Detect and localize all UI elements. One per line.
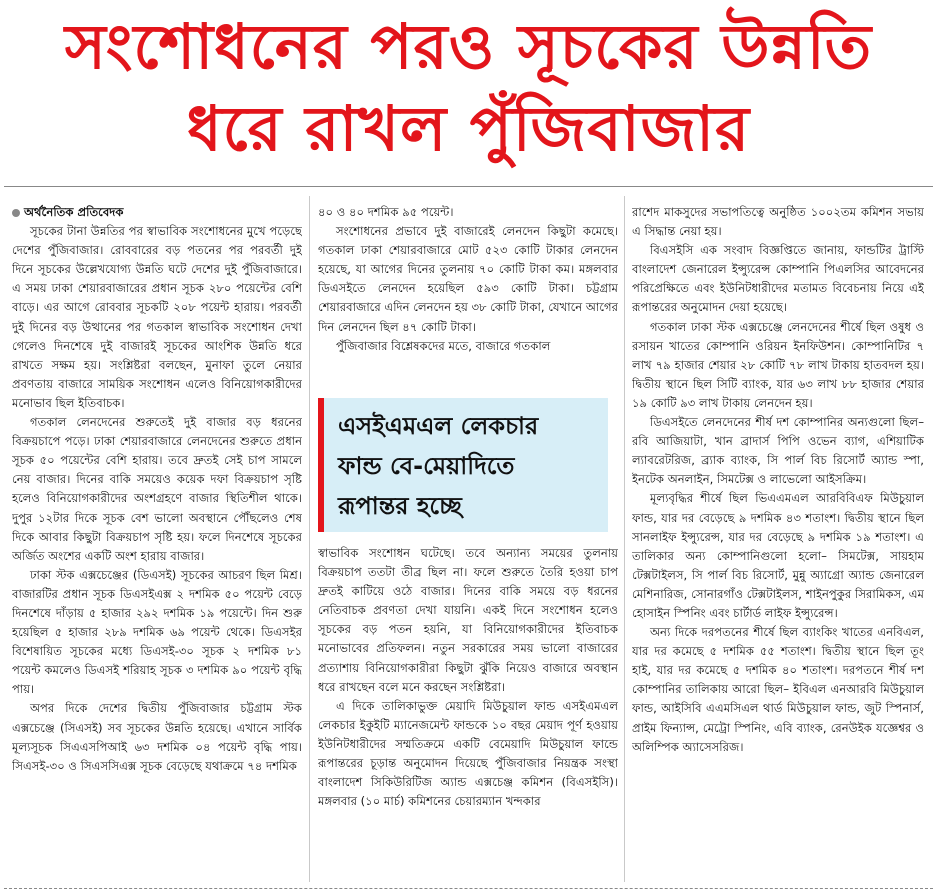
subheadline-line-2: ফান্ড বে-মেয়াদিতে: [338, 452, 515, 480]
headline-line-2: ধরে রাখল পুঁজিবাজার: [186, 92, 751, 165]
paragraph: ৪০ ও ৪০ দশমিক ৯৫ পয়েন্ট।: [318, 205, 454, 219]
paragraph: ডিএসইতে লেনদেনের শীর্ষ দশ কোম্পানির অন্যগুলো ছিল– রবি আজিয়াটা, খান ব্রাদার্স পিপি ওভেন ব্যাগ, এশিয়াটিক ল্যাবরেটরিজ, ব্র্যাক ব্যাংক, সি পার্ল বিচ রিসোর্ট অ্যান্ড স্পা, ইনটেক অনলাইন, সিমটেক্স ও লাভেলো আইসক্রিম।: [632, 415, 924, 487]
subheadline-line-3: রূপান্তর হচ্ছে: [338, 492, 462, 520]
bullet-icon: [12, 209, 20, 217]
paragraph: অপর দিকে দেশের দ্বিতীয় পুঁজিবাজার চট্টগ্রাম স্টক এক্সচেঞ্জে (সিএসই) সব সূচকের উন্নতি হয়েছে। এখানে সার্বিক মূল্যসূচক সিএএসপিআই ৬৩ দশমিক ০৪ পয়েন্ট বৃদ্ধি পায়। সিএসই-৩০ ও সিএসসিএক্স সূচক বেড়েছে যথাক্রমে ৭৪ দশমিক: [12, 701, 302, 773]
paragraph: ঢাকা স্টক এক্সচেঞ্জের (ডিএসই) সূচকের আচরণ ছিল মিশ্র। বাজারটির প্রধান সূচক ডিএসইএক্স ২ দশমিক ৫০ পয়েন্ট বেড়ে দিনশেষে দাঁড়ায় ৫ হাজার ২৯২ দশমিক ১৯ পয়েন্টে। দিন শুরু হয়েছিল ৫ হাজার ২৮৯ দশমিক ৬৯ পয়েন্ট থেকে। ডিএসইর বিশেষায়িত সূচকের মধ্যে ডিএসই-৩০ সূচক ২ দশমিক ৮১ পয়েন্ট কমলেও ডিএসই শরিয়াহ সূচক ৩ দশমিক ৯০ পয়েন্ট বৃদ্ধি পায়।: [12, 567, 302, 697]
paragraph: অন্য দিকে দরপতনের শীর্ষে ছিল ব্যাংকিং খাতের এনবিএল, যার দর কমেছে ৫ দশমিক ৫৫ শতাংশ। দ্বিতীয় স্থানে ছিল তূং হাই, যার দর কমেছে ৫ দশমিক ৪০ শতাংশ। দরপতনে শীর্ষ দশ কোম্পানির তালিকায় আরো ছিল– ইবিএল এনআরবি মিউচুয়াল ফান্ড, আইসিবি এএমসিএল থার্ড মিউচুয়াল ফান্ড, জুট স্পিনার্স, প্রাইম ফিন্যান্স, মেট্রো স্পিনিং, এবি ব্যাংক, রেনউইক যজ্ঞেশ্বর ও অলিম্পিক অ্যাসেসরিজ।: [632, 625, 924, 754]
article-column-3: [632, 203, 924, 883]
article-column-2-top: [318, 203, 618, 385]
article-column-2-bottom: [318, 544, 618, 884]
paragraph: পুঁজিবাজার বিশ্লেষকদের মতে, বাজারে গতকাল: [336, 338, 551, 353]
subheadline-line-1: এসইএমএল লেকচার: [338, 412, 539, 440]
byline: অর্থনৈতিক প্রতিবেদক: [24, 205, 124, 219]
column-divider-1: [309, 196, 310, 882]
paragraph: গতকাল লেনদেনের শুরুতেই দুই বাজার বড় ধরনের বিক্রয়চাপে পড়ে। ঢাকা শেয়ারবাজারে লেনদেনের শুরুতে প্রধান সূচক ৫০ পয়েন্টের বেশি হারায়। তবে দ্রুতই সেই চাপ সামলে নেয় বাজার। দিনের বাকি সময়েও কয়েক দফা বিক্রয়চাপ সৃষ্টি হলেও বিনিয়োগকারীদের অংশগ্রহণে বাজার স্থিতিশীল থাকে। দুপুর ১২টার দিকে সূচক বেশ ভালো অবস্থানে পৌঁছলেও শেষ দিকে আবার কিছুটা বিক্রয়চাপ সৃষ্টি হয়। ফলে দিনশেষে সূচকের অর্জিত অংশের একটি অংশ হারায় বাজার।: [12, 415, 302, 563]
subheadline-box: [318, 398, 608, 532]
column-divider-2: [624, 196, 625, 882]
paragraph: এ দিকে তালিকাভুক্ত মেয়াদি মিউচুয়াল ফান্ড এসইএমএল লেকচার ইকুইটি ম্যানেজমেন্ট ফান্ডকে ১০ বছর মেয়াদ পূর্ণ হওয়ায় ইউনিটধারীদের সম্মতিক্রমে একটি বেমেয়াদি মিউচুয়াল ফান্ডে রূপান্তরের চূড়ান্ত অনুমোদন দিয়েছে পুঁজিবাজার নিয়ন্ত্রক সংস্থা বাংলাদেশ সিকিউরিটিজ অ্যান্ড এক্সচেঞ্জ কমিশন (বিএসইসি)। মঙ্গলবার (১০ মার্চ) কমিশনের চেয়ারম্যান খন্দকার: [318, 698, 618, 809]
headline: [0, 6, 937, 170]
paragraph: সূচকের টানা উন্নতির পর স্বাভাবিক সংশোধনের মুখে পড়েছে দেশের পুঁজিবাজার। রোববারের বড় পতনের পর পরবর্তী দুই দিনে সূচকের উল্লেখযোগ্য উন্নতি ঘটে দেশের দুই পুঁজিবাজারে। এ সময় ঢাকা শেয়ারবাজারের প্রধান সূচক ২৮০ পয়েন্টের বেশি বাড়ে। এর আগে রোববার সূচকটি ২০৮ পয়েন্ট হারায়। পরবর্তী দুই দিনের বড় উত্থানের পর গতকাল স্বাভাবিক সংশোধন দেখা গেলেও দিনশেষে দুই বাজারই সূচকের আংশিক উন্নতি ধরে রাখতে সক্ষম হয়। সংশ্লিষ্টরা বলছেন, মুনাফা তুলে নেয়ার প্রবণতায় বাজারে সাময়িক সংশোধন এলেও বিনিয়োগকারীদের মনোভাব ছিল ইতিবাচক।: [12, 224, 302, 410]
paragraph: মূল্যবৃদ্ধির শীর্ষে ছিল ভিএএমএল আরবিবিএফ মিউচুয়াল ফান্ড, যার দর বেড়েছে ৯ দশমিক ৪৩ শতাংশ। দ্বিতীয় স্থানে ছিল সানলাইফ ইন্স্যুরেন্স, যার দর বেড়েছে ৯ দশমিক ১৯ শতাংশ। এ তালিকার অন্য কোম্পানিগুলো হলো– সিমটেক্স, সায়হাম টেক্সটাইলস, সি পার্ল বিচ রিসোর্ট, মুন্নু অ্যাগ্রো অ্যান্ড জেনারেল মেশিনারিজ, সোনারগাঁও টেক্সটাইলস, শাইনপুকুর সিরামিকস, এম হোসাইন স্পিনিং এবং চার্টার্ড লাইফ ইন্স্যুরেন্স।: [632, 491, 924, 620]
top-rule: [4, 186, 933, 187]
article-column-1: [12, 203, 302, 883]
paragraph: গতকাল ঢাকা স্টক এক্সচেঞ্জে লেনদেনের শীর্ষে ছিল ওষুধ ও রসায়ন খাতের কোম্পানি ওরিয়ন ইনফিউশন। কোম্পানিটির ৭ লাখ ৭৯ হাজার শেয়ার ২৮ কোটি ৭৮ লাখ টাকায় হাতবদল হয়। দ্বিতীয় স্থানে ছিল সিটি ব্যাংক, যার ৬৩ লাখ ৮৮ হাজার শেয়ার ১৯ কোটি ৯৩ লাখ টাকায় লেনদেন হয়।: [632, 319, 924, 410]
bottom-rule: [4, 888, 933, 889]
paragraph: রাশেদ মাকসুদের সভাপতিত্বে অনুষ্ঠিত ১০০২তম কমিশন সভায় এ সিদ্ধান্ত নেয়া হয়।: [632, 205, 924, 239]
paragraph: সংশোধনের প্রভাবে দুই বাজারেই লেনদেন কিছুটা কমেছে। গতকাল ঢাকা শেয়ারবাজারে মোট ৫২৩ কোটি টাকার লেনদেন হয়েছে, যা আগের দিনের তুলনায় ৭০ কোটি টাকা কম। মঙ্গলবার ডিএসইতে লেনদেন হয়েছিল ৫৯৩ কোটি টাকা। চট্টগ্রাম শেয়ারবাজারে এদিন লেনদেন হয় ৩৮ কোটি টাকা, যেখানে আগের দিন লেনদেন ছিল ৪৭ কোটি টাকা।: [318, 224, 618, 334]
paragraph: বিএসইসি এক সংবাদ বিজ্ঞপ্তিতে জানায়, ফান্ডটির ট্রাস্টি বাংলাদেশ জেনারেল ইন্স্যুরেন্স কোম্পানি পিএলসির আবেদনের পরিপ্রেক্ষিতে এবং ইউনিটধারীদের মতামত বিবেচনায় নিয়ে এই রূপান্তরের অনুমোদন দেয়া হয়েছে।: [632, 243, 924, 315]
subheadline: [338, 406, 606, 526]
paragraph: স্বাভাবিক সংশোধন ঘটেছে। তবে অন্যান্য সময়ের তুলনায় বিক্রয়চাপ ততটা তীব্র ছিল না। ফলে শুরুতে তৈরি হওয়া চাপ দ্রুতই কাটিয়ে ওঠে বাজার। দিনের বাকি সময়ে বড় ধরনের নেতিবাচক প্রবণতা দেখা যায়নি। একই দিনে সংশোধন হলেও সূচকের বড় পতন হয়নি, যা বিনিয়োগকারীদের ইতিবাচক মনোভাবের প্রতিফলন। নতুন সরকারের সময় ভালো বাজারের প্রত্যাশায় বিনিয়োগকারীরা কিছুটা ঝুঁকি নিয়েও বাজারে অবস্থান ধরে রাখছেন বলে মনে করছেন সংশ্লিষ্টরা।: [318, 546, 618, 694]
byline-line: [12, 203, 302, 222]
headline-line-1: সংশোধনের পরও সূচকের উন্নতি: [64, 10, 873, 83]
